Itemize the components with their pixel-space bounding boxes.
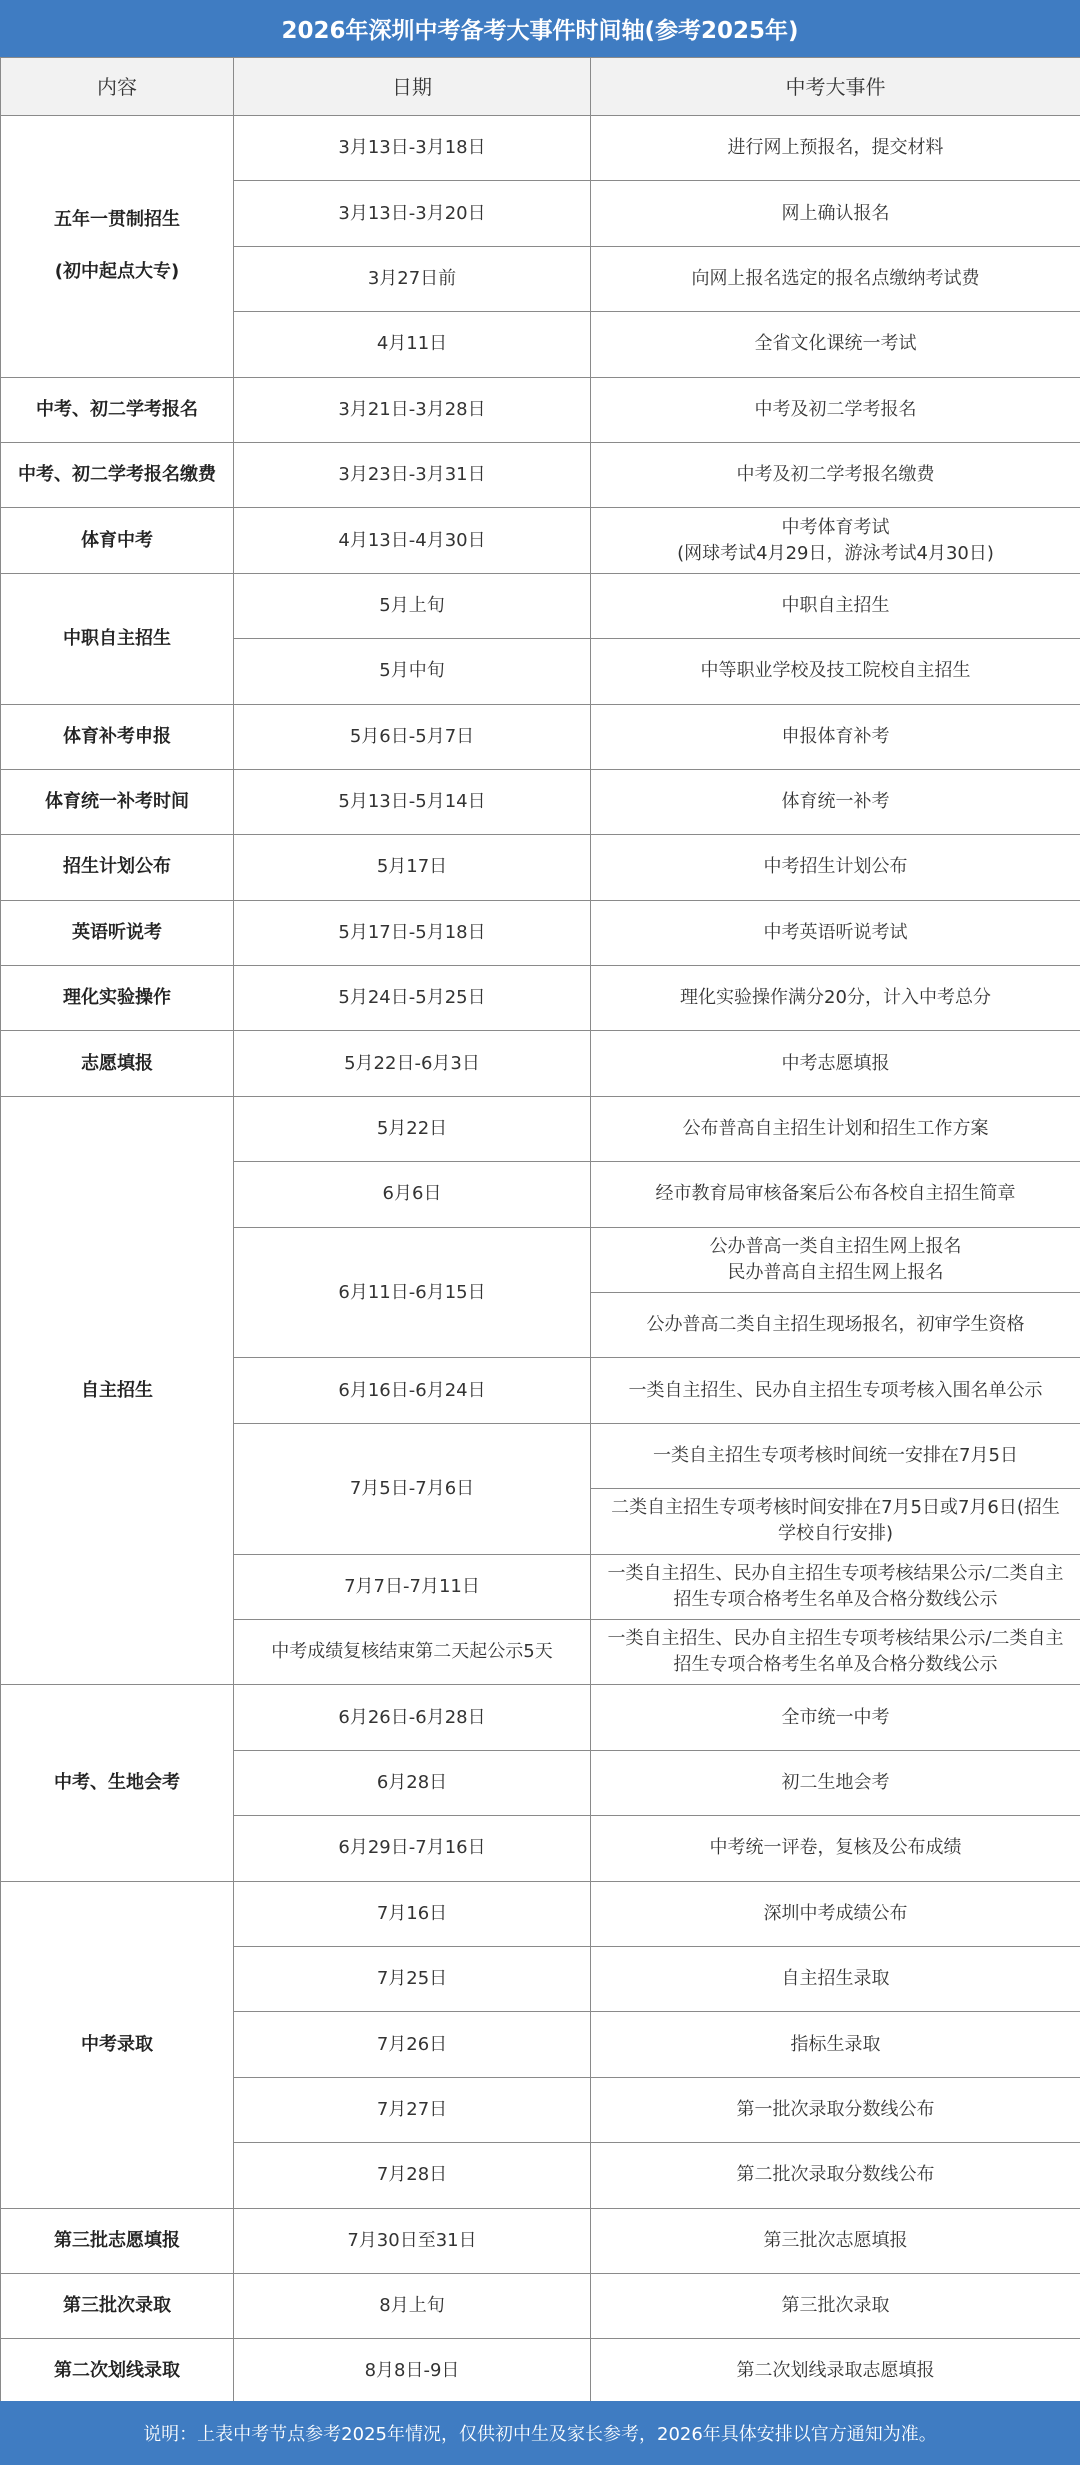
- content-line: 体育补考申报: [63, 725, 171, 747]
- event-line: 向网上报名选定的报名点缴纳考试费: [691, 267, 980, 289]
- date-cell: 7月16日: [234, 1881, 591, 1946]
- content-cell: [1, 377, 234, 442]
- content-line: 自主招生: [81, 1379, 153, 1401]
- event-line: 全省文化课统一考试: [754, 333, 917, 355]
- content-line: 第三批次录取: [63, 2295, 171, 2317]
- event-cell: [591, 1031, 1080, 1096]
- event-cell: [591, 181, 1080, 246]
- event-line: 全市统一中考: [781, 1706, 890, 1728]
- date-cell: 5月上旬: [234, 573, 591, 638]
- content-cell: [1, 900, 234, 965]
- date-cell: 4月11日: [234, 312, 591, 377]
- date-cell: 5月17日: [234, 835, 591, 900]
- table-row: [1, 2339, 1080, 2404]
- event-line: 一类自主招生专项考核时间统一安排在7月5日: [653, 1445, 1018, 1466]
- table-row: [1, 2273, 1080, 2338]
- table-row: [1, 116, 1080, 181]
- table-row: [1, 508, 1080, 573]
- date-cell: 6月26日-6月28日: [234, 1685, 591, 1750]
- date-cell: 4月13日-4月30日: [234, 508, 591, 573]
- header-date: 日期: [234, 58, 591, 116]
- date-cell: 6月16日-6月24日: [234, 1358, 591, 1423]
- event-line: 申报体育补考: [781, 725, 890, 747]
- event-cell: [591, 704, 1080, 769]
- content-line: 五年一贯制招生: [54, 209, 180, 231]
- event-line: 民办普高自主招生网上报名: [727, 1261, 944, 1283]
- event-cell: [591, 639, 1080, 704]
- event-line: 公办普高二类自主招生现场报名，初审学生资格: [646, 1314, 1025, 1336]
- event-cell: [591, 1881, 1080, 1946]
- content-line: 中考、生地会考: [54, 1771, 180, 1793]
- event-cell: [591, 1358, 1080, 1423]
- content-line: 中考、初二学考报名缴费: [18, 464, 216, 486]
- event-line: 中考及初二学考报名: [754, 398, 917, 420]
- event-cell: [591, 2339, 1080, 2404]
- event-line: 指标生录取: [790, 2033, 881, 2055]
- date-cell: 7月27日: [234, 2077, 591, 2142]
- date-cell: 7月7日-7月11日: [234, 1554, 591, 1619]
- event-cell: [591, 2208, 1080, 2273]
- event-line: 网上确认报名: [781, 202, 890, 224]
- content-cell: [1, 835, 234, 900]
- content-line: 第二次划线录取: [54, 2360, 180, 2382]
- content-cell: [1, 1096, 234, 1685]
- event-cell: [591, 1162, 1080, 1227]
- event-cell: [591, 1096, 1080, 1161]
- table-row: [1, 573, 1080, 638]
- event-cell: [591, 1816, 1080, 1881]
- table-row: [1, 1096, 1080, 1161]
- content-cell: [1, 573, 234, 704]
- event-line: 经市教育局审核备案后公布各校自主招生简章: [655, 1183, 1016, 1205]
- date-cell: 7月26日: [234, 2012, 591, 2077]
- event-line: 深圳中考成绩公布: [763, 1902, 908, 1924]
- content-cell: [1, 1031, 234, 1096]
- date-cell: 5月22日: [234, 1096, 591, 1161]
- event-line: 中考统一评卷，复核及公布成绩: [709, 1837, 962, 1859]
- date-cell: 5月17日-5月18日: [234, 900, 591, 965]
- event-line: 体育统一补考: [781, 791, 890, 813]
- date-cell: 5月中旬: [234, 639, 591, 704]
- content-cell: [1, 2273, 234, 2338]
- event-cell: [591, 1423, 1080, 1488]
- date-cell: 3月21日-3月28日: [234, 377, 591, 442]
- date-cell: 3月13日-3月18日: [234, 116, 591, 181]
- date-cell: 5月13日-5月14日: [234, 769, 591, 834]
- table-row: [1, 769, 1080, 834]
- event-line: 中等职业学校及技工院校自主招生: [700, 660, 971, 682]
- event-line: 招生专项合格考生名单及合格分数线公示: [673, 1654, 998, 1676]
- event-cell: [591, 1946, 1080, 2011]
- event-line: 理化实验操作满分20分，计入中考总分: [680, 987, 991, 1009]
- date-cell: 3月13日-3月20日: [234, 181, 591, 246]
- table-row: [1, 442, 1080, 507]
- event-line: 第三批次志愿填报: [763, 2229, 908, 2251]
- event-cell: [591, 2012, 1080, 2077]
- content-cell: [1, 966, 234, 1031]
- event-line: 二类自主招生专项考核时间安排在7月5日或7月6日(招生: [611, 1497, 1060, 1519]
- event-cell: [591, 1227, 1080, 1292]
- event-line: 第二批次录取分数线公布: [736, 2164, 935, 2186]
- event-line: 进行网上预报名，提交材料: [727, 137, 944, 159]
- date-cell: 7月25日: [234, 1946, 591, 2011]
- date-cell: 7月5日-7月6日: [234, 1423, 591, 1554]
- content-line: 英语听说考: [72, 921, 162, 943]
- event-cell: [591, 508, 1080, 573]
- event-cell: [591, 1750, 1080, 1815]
- content-cell: [1, 1881, 234, 2208]
- event-line: 第一批次录取分数线公布: [736, 2098, 935, 2120]
- event-line: 公布普高自主招生计划和招生工作方案: [682, 1118, 989, 1140]
- event-line: 中考志愿填报: [781, 1052, 890, 1074]
- header-event: 中考大事件: [591, 58, 1080, 116]
- event-line: 学校自行安排): [777, 1523, 894, 1545]
- header-content: 内容: [1, 58, 234, 116]
- event-line: 初二生地会考: [781, 1771, 890, 1793]
- timeline-body: [1, 116, 1080, 2405]
- date-cell: 5月6日-5月7日: [234, 704, 591, 769]
- date-cell: 8月上旬: [234, 2273, 591, 2338]
- event-line: 自主招生录取: [781, 1968, 890, 1990]
- content-line: 中职自主招生: [63, 627, 171, 649]
- event-line: 公办普高一类自主招生网上报名: [709, 1235, 962, 1257]
- date-cell: 5月24日-5月25日: [234, 966, 591, 1031]
- content-line: 第三批志愿填报: [54, 2229, 180, 2251]
- date-cell: 6月29日-7月16日: [234, 1816, 591, 1881]
- table-row: [1, 900, 1080, 965]
- event-cell: [591, 835, 1080, 900]
- event-line: 一类自主招生、民办自主招生专项考核结果公示/二类自主: [607, 1562, 1064, 1584]
- event-line: 第三批次录取: [781, 2295, 890, 2317]
- table-row: [1, 1685, 1080, 1750]
- event-line: 中职自主招生: [781, 594, 890, 616]
- event-line: 中考英语听说考试: [763, 921, 908, 943]
- table-row: [1, 966, 1080, 1031]
- content-cell: [1, 769, 234, 834]
- table-row: [1, 1031, 1080, 1096]
- event-cell: [591, 1619, 1080, 1684]
- event-line: 第二次划线录取志愿填报: [736, 2360, 935, 2382]
- date-cell: 5月22日-6月3日: [234, 1031, 591, 1096]
- event-cell: [591, 2143, 1080, 2208]
- timeline-table: [0, 57, 1080, 2405]
- date-cell: 6月11日-6月15日: [234, 1227, 591, 1358]
- event-line: 中考体育考试: [781, 516, 890, 538]
- date-cell: 7月30日至31日: [234, 2208, 591, 2273]
- table-row: [1, 2208, 1080, 2273]
- content-line: 体育统一补考时间: [45, 791, 189, 813]
- event-cell: [591, 900, 1080, 965]
- header-row: [1, 58, 1080, 116]
- date-cell: 3月23日-3月31日: [234, 442, 591, 507]
- event-cell: [591, 442, 1080, 507]
- event-line: 一类自主招生、民办自主招生专项考核入围名单公示: [628, 1379, 1043, 1401]
- table-row: [1, 835, 1080, 900]
- content-line: (初中起点大专): [54, 261, 180, 283]
- content-cell: [1, 2208, 234, 2273]
- event-cell: [591, 246, 1080, 311]
- content-cell: [1, 442, 234, 507]
- footer-note: 说明：上表中考节点参考2025年情况，仅供初中生及家长参考，2026年具体安排以官方通知为准。: [0, 2401, 1080, 2465]
- date-cell: 3月27日前: [234, 246, 591, 311]
- event-cell: [591, 769, 1080, 834]
- page-title: 2026年深圳中考备考大事件时间轴(参考2025年): [0, 0, 1080, 57]
- content-line: 招生计划公布: [63, 856, 171, 878]
- table-row: [1, 377, 1080, 442]
- event-line: (网球考试4月29日，游泳考试4月30日): [677, 542, 994, 564]
- date-cell: 中考成绩复核结束第二天起公示5天: [234, 1619, 591, 1684]
- date-cell: 6月6日: [234, 1162, 591, 1227]
- event-cell: [591, 966, 1080, 1031]
- table-row: [1, 1881, 1080, 1946]
- content-cell: [1, 2339, 234, 2404]
- event-line: 中考招生计划公布: [763, 856, 908, 878]
- content-line: 中考、初二学考报名: [36, 398, 198, 420]
- content-line: 中考录取: [81, 2033, 153, 2055]
- event-cell: [591, 1293, 1080, 1358]
- event-cell: [591, 1685, 1080, 1750]
- event-line: 招生专项合格考生名单及合格分数线公示: [673, 1588, 998, 1610]
- event-cell: [591, 2273, 1080, 2338]
- content-line: 志愿填报: [81, 1052, 153, 1074]
- table-row: [1, 704, 1080, 769]
- event-cell: [591, 1489, 1080, 1554]
- date-cell: 6月28日: [234, 1750, 591, 1815]
- content-cell: [1, 1685, 234, 1881]
- date-cell: 7月28日: [234, 2143, 591, 2208]
- event-line: 一类自主招生、民办自主招生专项考核结果公示/二类自主: [607, 1628, 1064, 1650]
- event-cell: [591, 116, 1080, 181]
- content-line: 理化实验操作: [63, 987, 171, 1009]
- content-cell: [1, 508, 234, 573]
- event-cell: [591, 1554, 1080, 1619]
- content-cell: [1, 704, 234, 769]
- content-cell: [1, 116, 234, 378]
- event-cell: [591, 377, 1080, 442]
- event-cell: [591, 2077, 1080, 2142]
- date-cell: 8月8日-9日: [234, 2339, 591, 2404]
- event-cell: [591, 573, 1080, 638]
- event-cell: [591, 312, 1080, 377]
- content-line: 体育中考: [81, 529, 153, 551]
- event-line: 中考及初二学考报名缴费: [736, 464, 935, 486]
